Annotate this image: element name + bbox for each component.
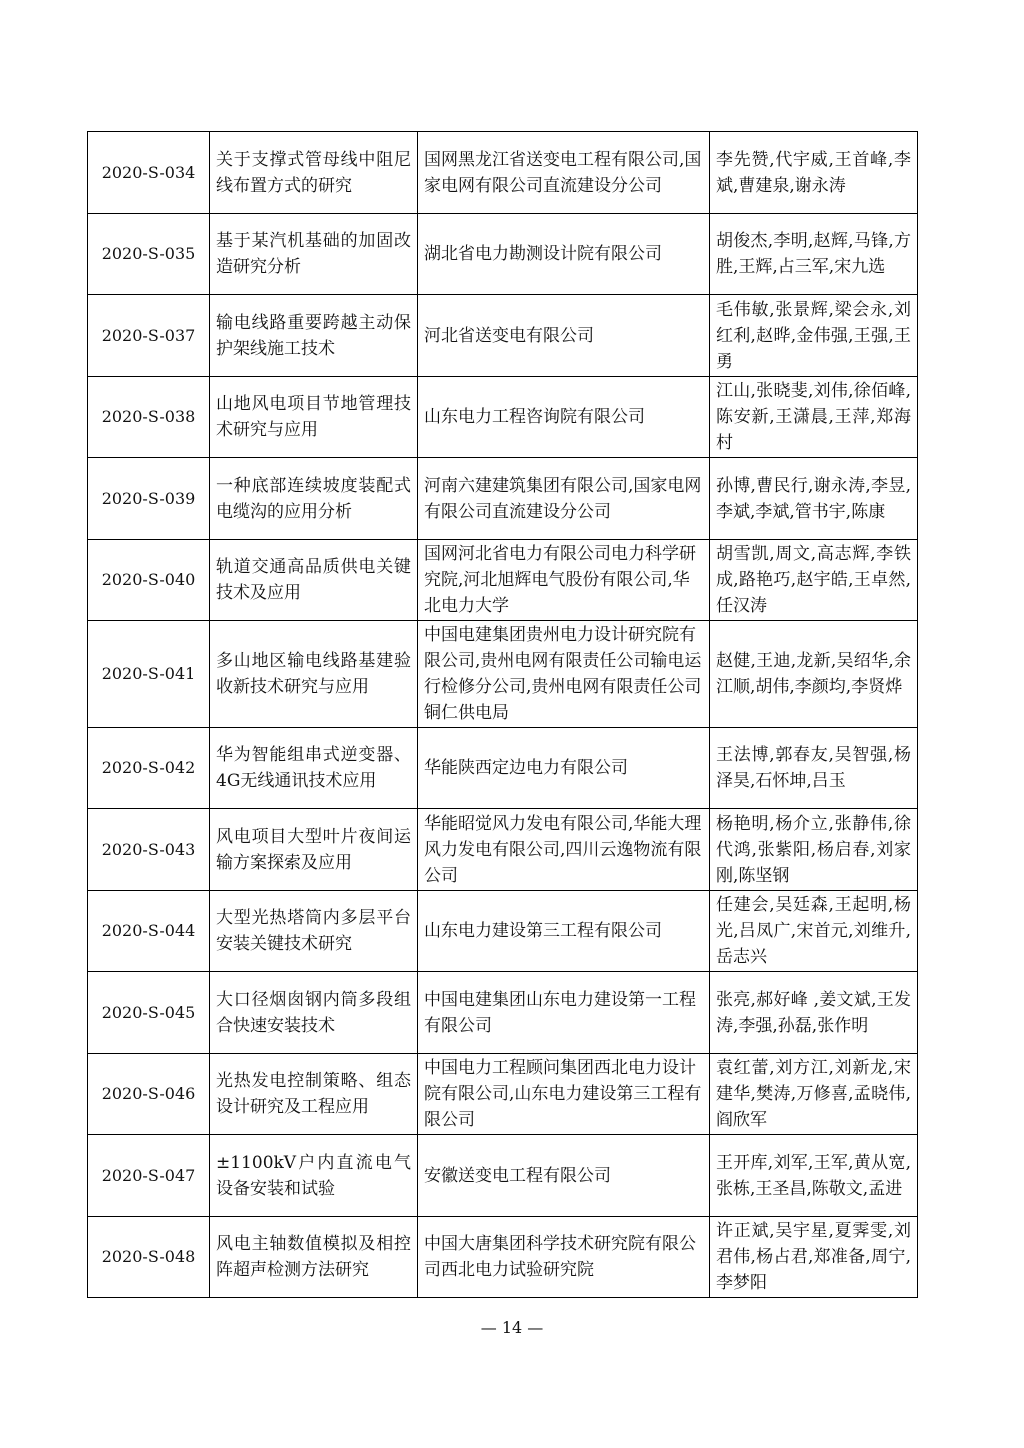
table-row <box>88 809 918 891</box>
organization-cell: 山东电力工程咨询院有限公司 <box>418 377 710 458</box>
project-code-cell: 2020-S-040 <box>88 540 210 621</box>
contributors-cell: 王开库,刘军,王军,黄从宽,张栋,王圣昌,陈敬文,孟进 <box>710 1135 918 1217</box>
contributors-cell: 许正斌,吴宇星,夏霁雯,刘君伟,杨占君,郑准备,周宁,李梦阳 <box>710 1217 918 1298</box>
table-row <box>88 728 918 809</box>
table-row <box>88 540 918 621</box>
table-row <box>88 132 918 214</box>
organization-cell: 华能陕西定边电力有限公司 <box>418 728 710 809</box>
organization-cell: 安徽送变电工程有限公司 <box>418 1135 710 1217</box>
contributors-cell: 毛伟敏,张景辉,梁会永,刘红利,赵晔,金伟强,王强,王勇 <box>710 295 918 377</box>
organization-cell: 山东电力建设第三工程有限公司 <box>418 891 710 972</box>
table-row <box>88 621 918 728</box>
table-row <box>88 458 918 540</box>
contributors-cell: 胡俊杰,李明,赵辉,马锋,方胜,王辉,占三军,宋九选 <box>710 214 918 295</box>
organization-cell: 中国大唐集团科学技术研究院有限公司西北电力试验研究院 <box>418 1217 710 1298</box>
contributors-cell: 赵健,王迪,龙新,吴绍华,余江顺,胡伟,李颜均,李贤烨 <box>710 621 918 728</box>
table-body <box>88 132 918 1298</box>
project-code-cell: 2020-S-041 <box>88 621 210 728</box>
contributors-cell: 张亮,郝好峰 ,姜文斌,王发涛,李强,孙磊,张作明 <box>710 972 918 1054</box>
contributors-cell: 李先赞,代宇威,王首峰,李斌,曹建泉,谢永涛 <box>710 132 918 214</box>
table-row <box>88 1135 918 1217</box>
table-row <box>88 891 918 972</box>
project-title-cell: 华为智能组串式逆变器、4G无线通讯技术应用 <box>210 728 418 809</box>
organization-cell: 国网黑龙江省送变电工程有限公司,国家电网有限公司直流建设分公司 <box>418 132 710 214</box>
table-row <box>88 1054 918 1135</box>
contributors-cell: 胡雪凯,周文,高志辉,李铁成,路艳巧,赵宇皓,王卓然,任汉涛 <box>710 540 918 621</box>
organization-cell: 湖北省电力勘测设计院有限公司 <box>418 214 710 295</box>
project-title-cell: 风电主轴数值模拟及相控阵超声检测方法研究 <box>210 1217 418 1298</box>
contributors-cell: 王法博,郭春友,吴智强,杨泽昊,石怀坤,吕玉 <box>710 728 918 809</box>
project-title-cell: 多山地区输电线路基建验收新技术研究与应用 <box>210 621 418 728</box>
contributors-cell: 任建会,吴廷森,王起明,杨光,吕凤广,宋首元,刘维升,岳志兴 <box>710 891 918 972</box>
organization-cell: 华能昭觉风力发电有限公司,华能大理风力发电有限公司,四川云逸物流有限公司 <box>418 809 710 891</box>
table-row <box>88 295 918 377</box>
project-title-cell: ±1100kV户内直流电气设备安装和试验 <box>210 1135 418 1217</box>
project-code-cell: 2020-S-045 <box>88 972 210 1054</box>
contributors-cell: 杨艳明,杨介立,张静伟,徐代鸿,张紫阳,杨启春,刘家刚,陈坚钢 <box>710 809 918 891</box>
project-code-cell: 2020-S-034 <box>88 132 210 214</box>
project-code-cell: 2020-S-046 <box>88 1054 210 1135</box>
contributors-cell: 袁红蕾,刘方江,刘新龙,宋建华,樊涛,万修喜,孟晓伟,阎欣军 <box>710 1054 918 1135</box>
project-code-cell: 2020-S-038 <box>88 377 210 458</box>
organization-cell: 国网河北省电力有限公司电力科学研究院,河北旭辉电气股份有限公司,华北电力大学 <box>418 540 710 621</box>
page-number: — 14 — <box>480 1318 544 1337</box>
project-table <box>87 131 918 1298</box>
project-title-cell: 一种底部连续坡度装配式电缆沟的应用分析 <box>210 458 418 540</box>
project-title-cell: 大型光热塔筒内多层平台安装关键技术研究 <box>210 891 418 972</box>
table-row <box>88 377 918 458</box>
project-title-cell: 轨道交通高品质供电关键技术及应用 <box>210 540 418 621</box>
contributors-cell: 江山,张晓斐,刘伟,徐佰峰,陈安新,王潇晨,王萍,郑海村 <box>710 377 918 458</box>
organization-cell: 河北省送变电有限公司 <box>418 295 710 377</box>
organization-cell: 中国电建集团山东电力建设第一工程有限公司 <box>418 972 710 1054</box>
project-code-cell: 2020-S-044 <box>88 891 210 972</box>
table-row <box>88 972 918 1054</box>
project-code-cell: 2020-S-039 <box>88 458 210 540</box>
table-row <box>88 1217 918 1298</box>
project-title-cell: 山地风电项目节地管理技术研究与应用 <box>210 377 418 458</box>
project-title-cell: 基于某汽机基础的加固改造研究分析 <box>210 214 418 295</box>
project-title-cell: 关于支撑式管母线中阻尼线布置方式的研究 <box>210 132 418 214</box>
project-code-cell: 2020-S-035 <box>88 214 210 295</box>
table-row <box>88 214 918 295</box>
project-code-cell: 2020-S-037 <box>88 295 210 377</box>
project-title-cell: 大口径烟囱钢内筒多段组合快速安装技术 <box>210 972 418 1054</box>
project-title-cell: 风电项目大型叶片夜间运输方案探索及应用 <box>210 809 418 891</box>
contributors-cell: 孙博,曹民行,谢永涛,李昱,李斌,李斌,管书宇,陈康 <box>710 458 918 540</box>
project-code-cell: 2020-S-043 <box>88 809 210 891</box>
project-code-cell: 2020-S-042 <box>88 728 210 809</box>
organization-cell: 河南六建建筑集团有限公司,国家电网有限公司直流建设分公司 <box>418 458 710 540</box>
project-code-cell: 2020-S-047 <box>88 1135 210 1217</box>
project-code-cell: 2020-S-048 <box>88 1217 210 1298</box>
organization-cell: 中国电建集团贵州电力设计研究院有限公司,贵州电网有限责任公司输电运行检修分公司,贵州电网有限责任公司铜仁供电局 <box>418 621 710 728</box>
project-title-cell: 光热发电控制策略、组态设计研究及工程应用 <box>210 1054 418 1135</box>
organization-cell: 中国电力工程顾问集团西北电力设计院有限公司,山东电力建设第三工程有限公司 <box>418 1054 710 1135</box>
project-title-cell: 输电线路重要跨越主动保护架线施工技术 <box>210 295 418 377</box>
